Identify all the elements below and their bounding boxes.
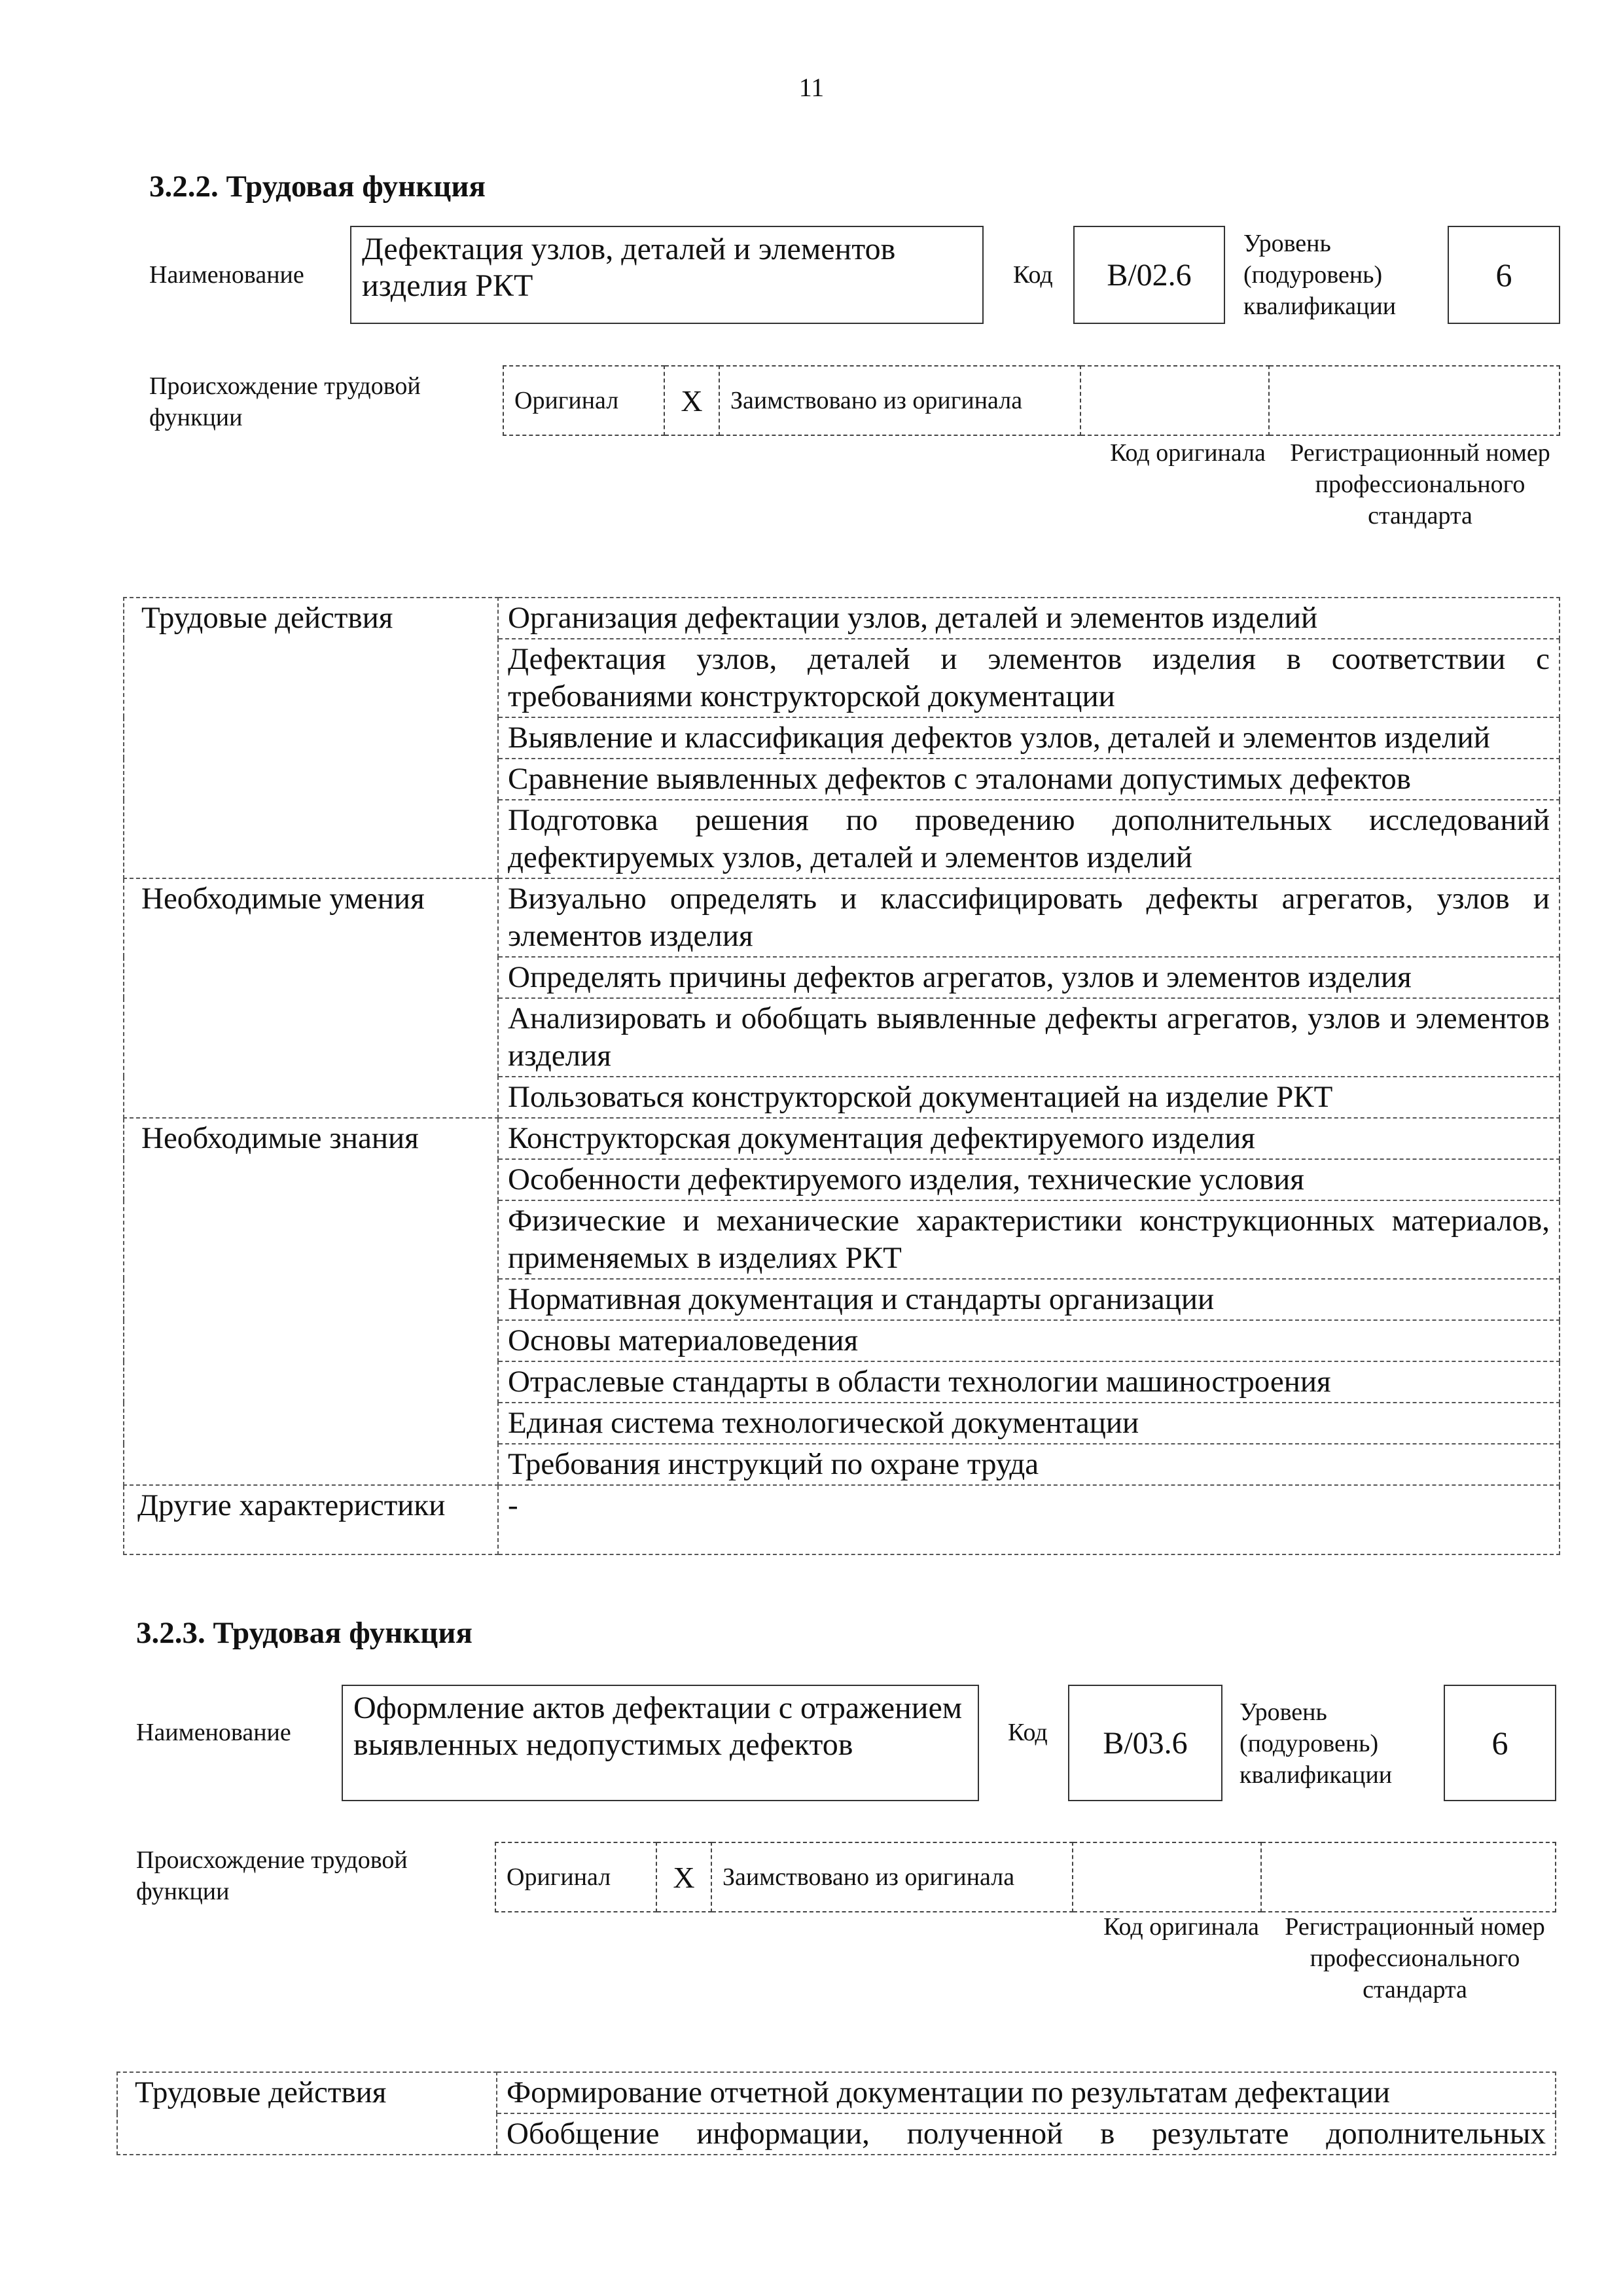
reg-number-label: Регистрационный номер профессионального стандарта xyxy=(1285,1913,1545,2003)
function-name-box xyxy=(350,226,984,324)
reg-number-cell xyxy=(1261,1842,1556,1912)
section-title: 3.2.3. Трудовая функция xyxy=(136,1616,473,1650)
labor-function-table xyxy=(123,597,1560,1555)
original-code-label: Код оригинала xyxy=(1110,439,1266,467)
list-item: Сравнение выявленных дефектов с эталонами допустимых дефектов xyxy=(498,759,1560,800)
origin-table xyxy=(495,1842,1556,1912)
row-label-skills: Необходимые умения xyxy=(124,878,498,1118)
origin-label: Происхождение трудовой функции xyxy=(136,1846,408,1905)
list-item: Нормативная документация и стандарты организации xyxy=(498,1279,1560,1320)
section-title: 3.2.2. Трудовая функция xyxy=(149,170,486,204)
row-label-knowledge: Необходимые знания xyxy=(124,1118,498,1485)
code-box xyxy=(1073,226,1225,324)
list-item: Подготовка решения по проведению дополнительных исследований дефектируемых узлов, деталей и элементов изделий xyxy=(498,800,1560,878)
page-number: 11 xyxy=(798,73,825,102)
origin-mark: X xyxy=(656,1842,711,1912)
list-item: - xyxy=(498,1485,1560,1554)
origin-original: Оригинал xyxy=(503,366,664,435)
row-label-actions: Трудовые действия xyxy=(124,598,498,878)
list-item: Единая система технологической документации xyxy=(498,1403,1560,1444)
row-label-other: Другие характеристики xyxy=(124,1485,498,1554)
level-label: Уровень (подуровень) квалификации xyxy=(1240,1698,1393,1789)
list-item: Обобщение информации, полученной в результате дополнительных xyxy=(497,2113,1556,2155)
reg-number-cell xyxy=(1269,366,1560,435)
list-item: Формирование отчетной документации по результатам дефектации xyxy=(497,2072,1556,2113)
original-code-cell xyxy=(1080,366,1269,435)
list-item: Пользоваться конструкторской документацией на изделие РКТ xyxy=(498,1077,1560,1118)
original-code-cell xyxy=(1073,1842,1261,1912)
level-value: 6 xyxy=(1495,257,1512,293)
list-item: Физические и механические характеристики конструкционных материалов, применяемых в изделиях РКТ xyxy=(498,1200,1560,1279)
list-item: Организация дефектации узлов, деталей и элементов изделий xyxy=(498,598,1560,639)
code-label: Код xyxy=(1008,1719,1048,1746)
list-item: Основы материаловедения xyxy=(498,1320,1560,1361)
origin-mark: X xyxy=(664,366,719,435)
level-label: Уровень (подуровень) квалификации xyxy=(1243,230,1397,320)
origin-label: Происхождение трудовой функции xyxy=(149,372,421,431)
code-box xyxy=(1068,1685,1222,1801)
reg-number-label: Регистрационный номер профессионального стандарта xyxy=(1290,439,1550,529)
list-item: Выявление и классификация дефектов узлов, деталей и элементов изделий xyxy=(498,717,1560,759)
list-item: Особенности дефектируемого изделия, технические условия xyxy=(498,1159,1560,1200)
function-name: Дефектация узлов, деталей и элементов изделия РКТ xyxy=(362,232,896,303)
origin-original: Оригинал xyxy=(495,1842,656,1912)
list-item: Дефектация узлов, деталей и элементов изделия в соответствии с требованиями конструкторской документации xyxy=(498,639,1560,717)
function-code: В/03.6 xyxy=(1103,1725,1188,1761)
list-item: Конструкторская документация дефектируемого изделия xyxy=(498,1118,1560,1159)
list-item: Визуально определять и классифицировать дефекты агрегатов, узлов и элементов изделия xyxy=(498,878,1560,957)
list-item: Анализировать и обобщать выявленные дефекты агрегатов, узлов и элементов изделия xyxy=(498,998,1560,1077)
origin-table xyxy=(503,365,1560,436)
labor-function-table xyxy=(116,2072,1556,2155)
code-label: Код xyxy=(1013,261,1053,289)
level-value: 6 xyxy=(1491,1725,1508,1761)
level-box xyxy=(1444,1685,1556,1801)
original-code-label: Код оригинала xyxy=(1103,1913,1259,1941)
origin-borrowed: Заимствовано из оригинала xyxy=(711,1842,1073,1912)
function-name-box xyxy=(342,1685,979,1801)
name-label: Наименование xyxy=(149,261,304,289)
origin-borrowed: Заимствовано из оригинала xyxy=(719,366,1080,435)
list-item: Отраслевые стандарты в области технологии машиностроения xyxy=(498,1361,1560,1403)
function-code: В/02.6 xyxy=(1107,257,1192,293)
function-name: Оформление актов дефектации с отражением выявленных недопустимых дефектов xyxy=(353,1691,963,1762)
name-label: Наименование xyxy=(136,1719,291,1746)
list-item: Требования инструкций по охране труда xyxy=(498,1444,1560,1485)
list-item: Определять причины дефектов агрегатов, узлов и элементов изделия xyxy=(498,957,1560,998)
level-box xyxy=(1448,226,1560,324)
row-label-actions: Трудовые действия xyxy=(117,2072,497,2155)
